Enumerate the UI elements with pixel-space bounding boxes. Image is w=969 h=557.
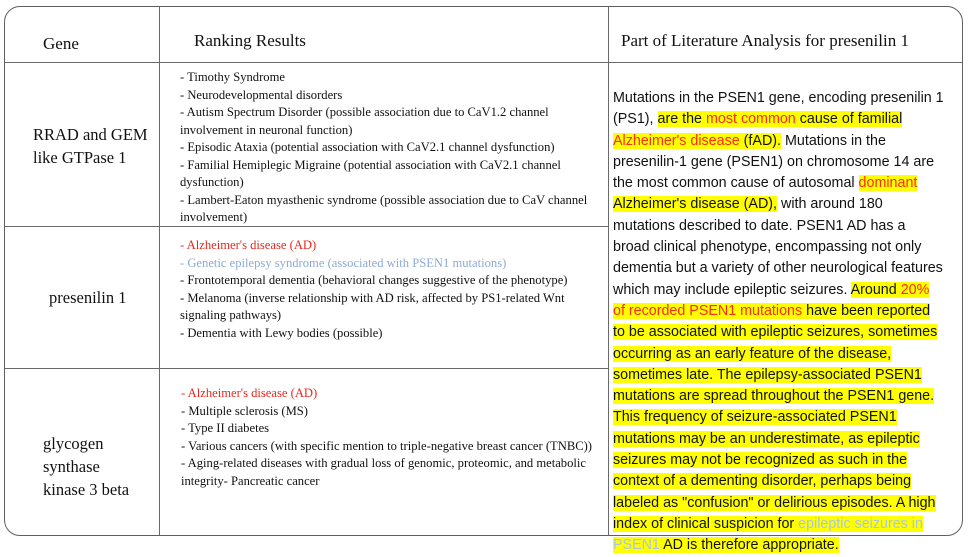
header-divider <box>5 62 962 63</box>
highlight: dominant Alzheimer's disease (AD), <box>613 175 918 213</box>
column-divider-2 <box>608 7 609 535</box>
list-item: - Frontotemporal dementia (behavioral changes suggestive of the phenotype) <box>180 273 568 287</box>
list-item: - Multiple sclerosis (MS) <box>181 403 308 418</box>
row-divider-2 <box>5 368 609 369</box>
gene-name-gsk3b: glycogen synthase kinase 3 beta <box>43 434 130 499</box>
highlight: are the most common cause of familial Alzheimer's disease (fAD). <box>613 111 903 149</box>
list-item: - Timothy Syndrome <box>180 70 285 84</box>
list-item: - Type II diabetes <box>181 421 270 435</box>
list-item: - Neurodevelopmental disorders <box>180 87 343 102</box>
ranking-list-rrad <box>180 69 598 227</box>
list-item: - Various cancers (with specific mention to triple-negative breast cancer (TNBC)) <box>181 438 593 453</box>
list-item: - Alzheimer's disease (AD) <box>181 386 318 400</box>
list-item: - Familial Hemiplegic Migraine (potential association with CaV2.1 channel dysfunction) <box>180 157 561 189</box>
list-item: - Dementia with Lewy bodies (possible) <box>180 325 383 340</box>
list-item: - Alzheimer's disease (AD) <box>180 238 317 252</box>
ranking-list-gsk3b <box>181 385 599 490</box>
header-gene: Gene <box>43 34 79 53</box>
list-item: - Episodic Ataxia (potential association with CaV2.1 channel dysfunction) <box>180 140 555 154</box>
highlight: Around 20% of recorded PSEN1 mutations have been reported to be associated with epileptic seizures, sometimes occurring as an early feature of the disease, sometimes late. The epilepsy-associated PSEN1 mutations are spread throughout the PSEN1 gene. This frequency of seizure-associated PSEN1 mutations may be an underestimate, as epileptic seizures may not be recognized as such in the context of a dementing disorder, perhaps being labeled as "confusion" or delirious episodes. A high index of clinical suspicion for epileptic seizures in PSEN1 AD is therefore appropriate. <box>613 281 938 554</box>
header-literature-analysis: Part of Literature Analysis for presenilin 1 <box>621 31 909 50</box>
list-item: - Genetic epilepsy syndrome (associated with PSEN1 mutations) <box>180 255 507 270</box>
list-item: - Aging-related diseases with gradual loss of genomic, proteomic, and metabolic integrity- Pancreatic cancer <box>181 456 586 488</box>
literature-analysis-text: Mutations in the PSEN1 gene, encoding presenilin 1 (PS1), are the most common cause of familial Alzheimer's disease (fAD). Mutations in the presenilin-1 gene (PSEN1) on chromosome 14 are the most common cause of autosomal dominant Alzheimer's disease (AD), with around 180 mutations described to date. PSEN1 AD has a broad clinical phenotype, encompassing not only dementia but a variety of other neurological features which may include epileptic seizures. Around 20% of recorded PSEN1 mutations have been reported to be associated with epileptic seizures, sometimes occurring as an early feature of the disease, sometimes late. The epilepsy-associated PSEN1 mutations are spread throughout the PSEN1 gene. This frequency of seizure-associated PSEN1 mutations may be an underestimate, as epileptic seizures may not be recognized as such in the context of a dementing disorder, perhaps being labeled as "confusion" or delirious episodes. A high index of clinical suspicion for epileptic seizures in PSEN1 AD is therefore appropriate. <box>613 90 944 554</box>
list-item: - Melanoma (inverse relationship with AD risk, affected by PS1-related Wnt signaling pathways) <box>180 290 565 322</box>
gene-name-presenilin: presenilin 1 <box>49 288 127 307</box>
list-item: - Autism Spectrum Disorder (possible association due to CaV1.2 channel involvement in neuronal function) <box>180 105 549 137</box>
header-ranking-results: Ranking Results <box>194 31 306 50</box>
gene-name-rrad: RRAD and GEM like GTPase 1 <box>33 125 148 167</box>
list-item: - Lambert-Eaton myasthenic syndrome (possible association due to CaV channel involvement) <box>180 192 588 224</box>
column-divider-1 <box>159 7 160 535</box>
ranking-list-presenilin <box>180 237 598 342</box>
